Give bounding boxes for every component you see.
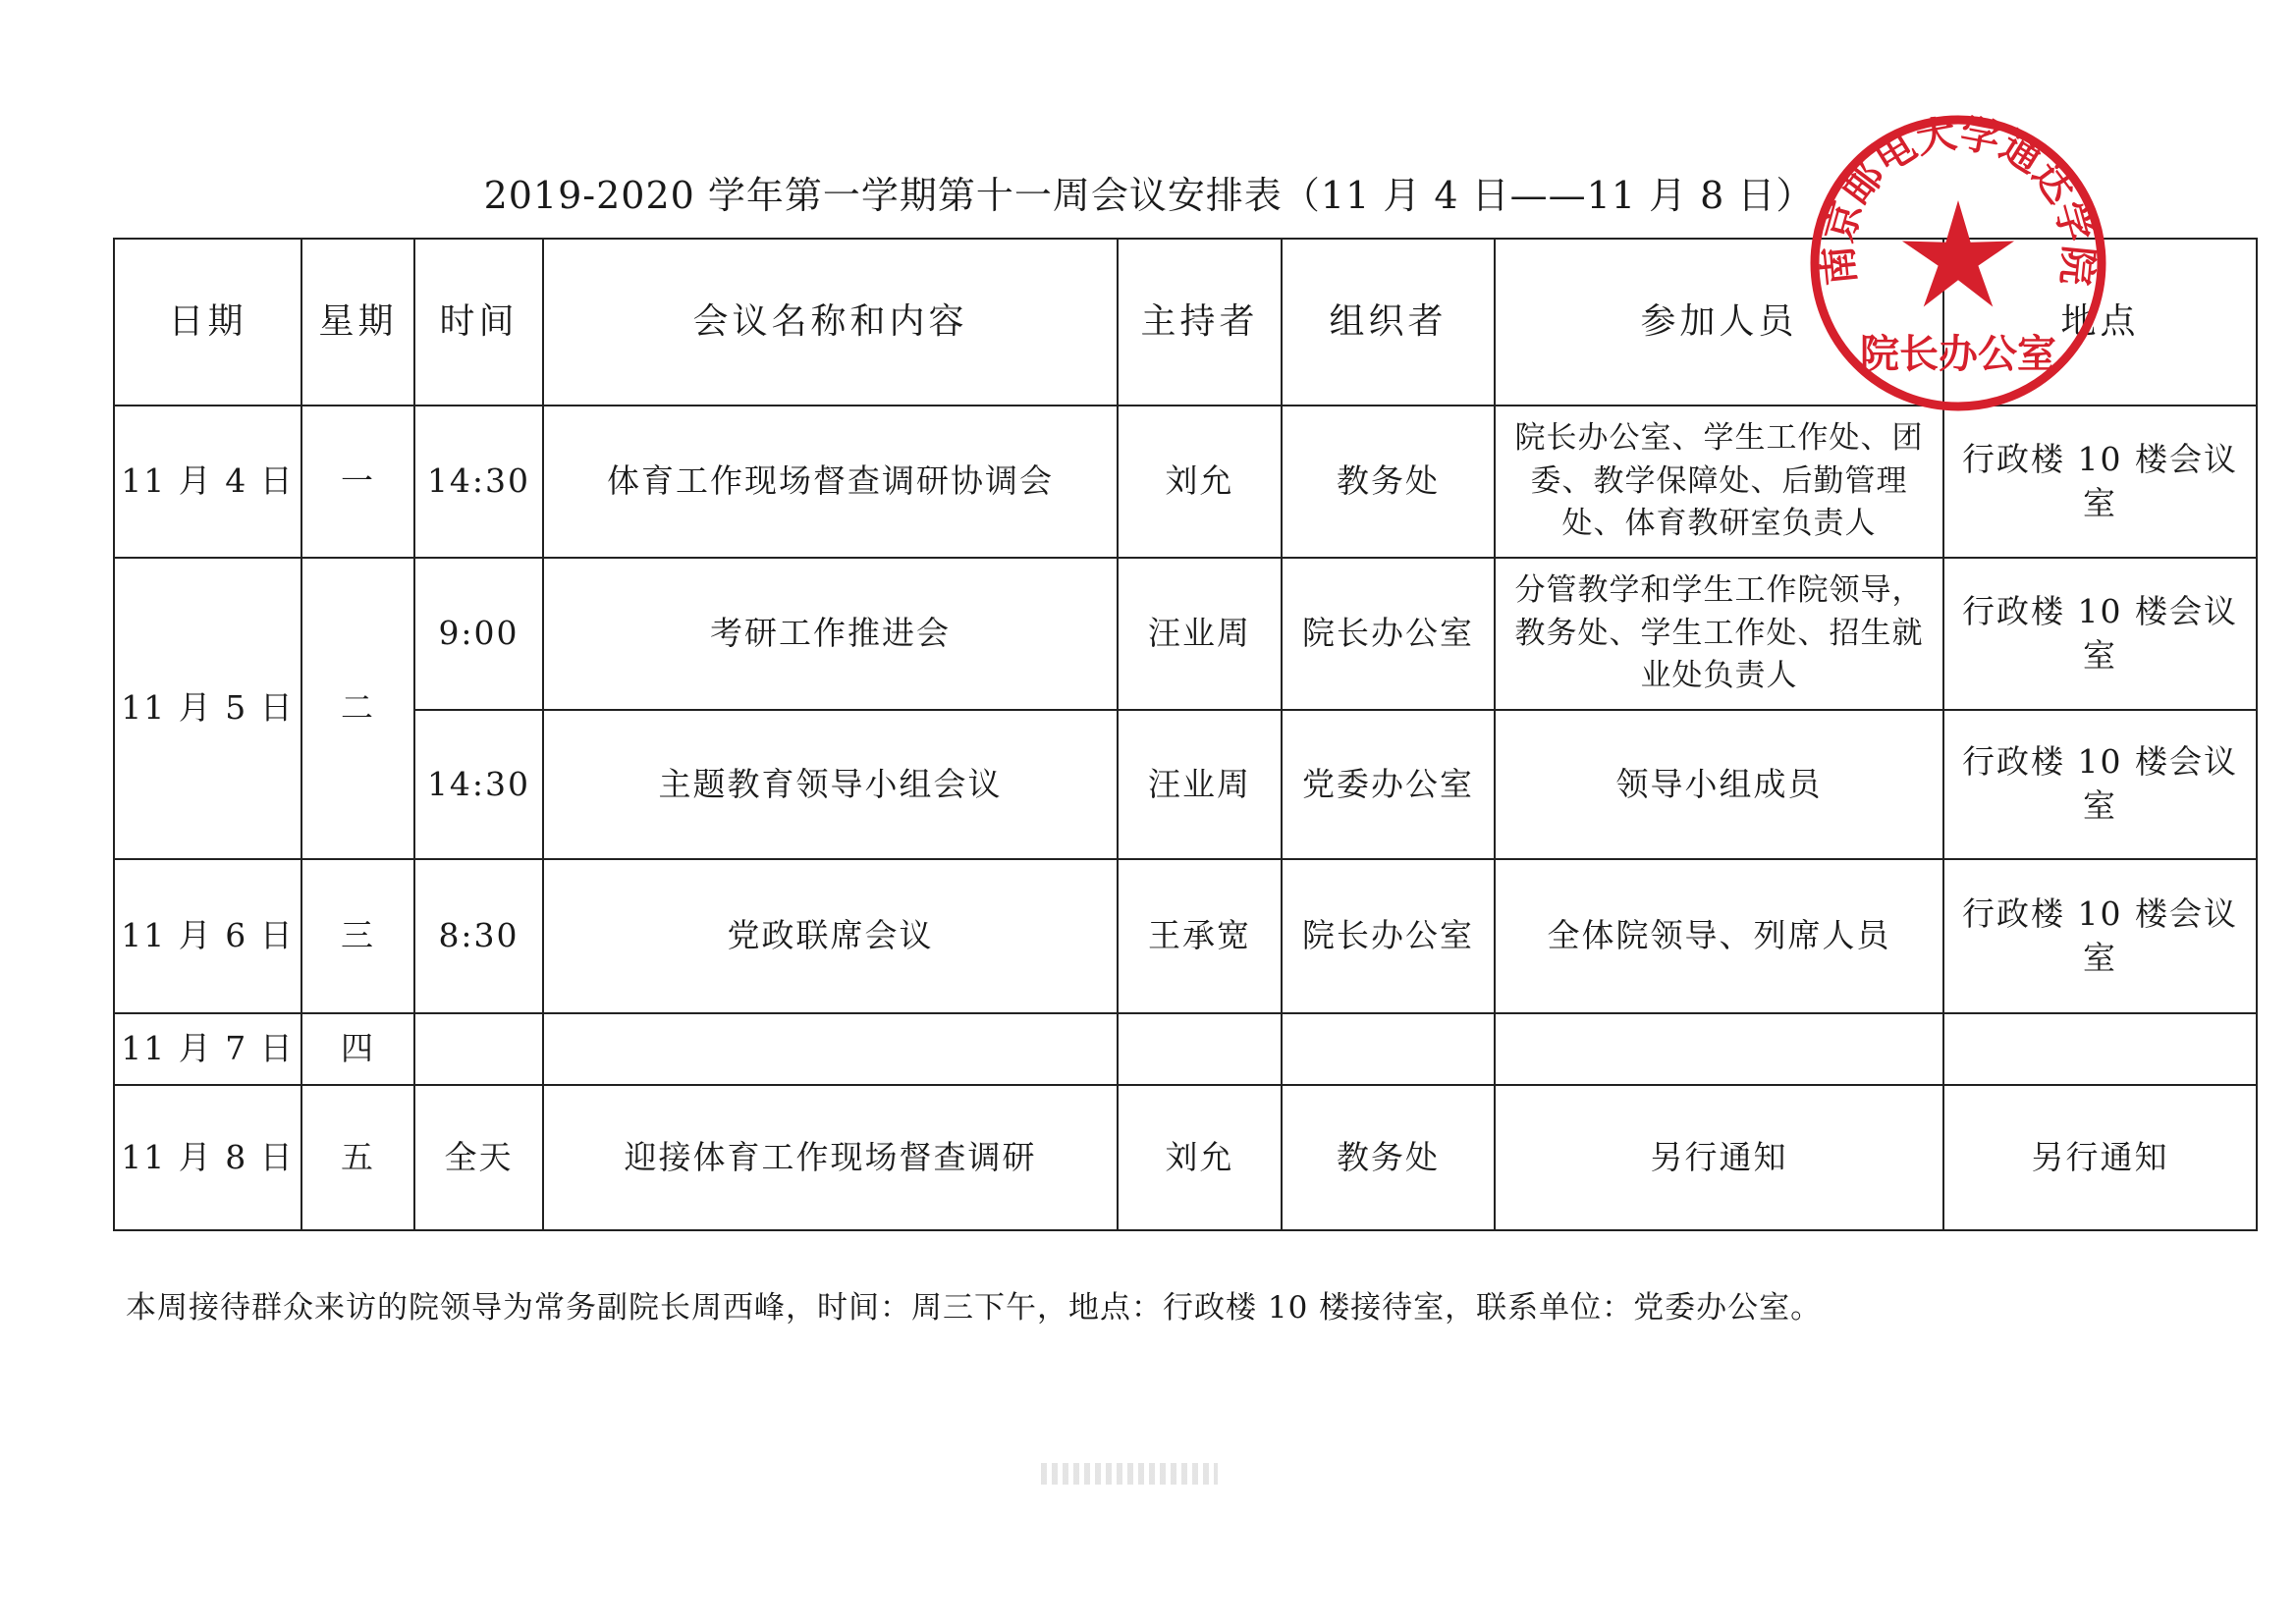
cell-weekday: 四 xyxy=(301,1013,414,1085)
cell-date: 11 月 5 日 xyxy=(114,558,301,859)
cell-host: 汪业周 xyxy=(1118,558,1282,710)
cell-time: 全天 xyxy=(414,1085,543,1230)
cell-time: 9:00 xyxy=(414,558,543,710)
cell-location: 另行通知 xyxy=(1943,1085,2257,1230)
table-row xyxy=(114,1085,2257,1230)
cell-time: 14:30 xyxy=(414,406,543,558)
table-row xyxy=(114,558,2257,710)
cell-time: 8:30 xyxy=(414,859,543,1013)
cell-organizer: 教务处 xyxy=(1282,406,1495,558)
cell-meeting-name: 体育工作现场督查调研协调会 xyxy=(543,406,1118,558)
cell-location: 行政楼 10 楼会议室 xyxy=(1943,859,2257,1013)
cell-date: 11 月 7 日 xyxy=(114,1013,301,1085)
cell-location: 行政楼 10 楼会议室 xyxy=(1943,710,2257,859)
cell-attendees: 院长办公室、学生工作处、团委、教学保障处、后勤管理处、体育教研室负责人 xyxy=(1495,406,1943,558)
table-row xyxy=(114,859,2257,1013)
header-host: 主持者 xyxy=(1118,239,1282,406)
header-date: 日期 xyxy=(114,239,301,406)
cell-meeting-name xyxy=(543,1013,1118,1085)
cell-host: 刘允 xyxy=(1118,406,1282,558)
cell-date: 11 月 8 日 xyxy=(114,1085,301,1230)
cell-host xyxy=(1118,1013,1282,1085)
header-time: 时间 xyxy=(414,239,543,406)
cell-attendees: 另行通知 xyxy=(1495,1085,1943,1230)
cell-host: 王承宽 xyxy=(1118,859,1282,1013)
cell-weekday: 一 xyxy=(301,406,414,558)
page-title: 2019-2020 学年第一学期第十一周会议安排表（11 月 4 日——11 月 8 日） xyxy=(483,174,1815,217)
cell-meeting-name: 考研工作推进会 xyxy=(543,558,1118,710)
cell-time: 14:30 xyxy=(414,710,543,859)
cell-attendees: 全体院领导、列席人员 xyxy=(1495,859,1943,1013)
seal-ring-text-path: 南京邮电大学通达学院 xyxy=(1815,111,2102,288)
cell-organizer: 院长办公室 xyxy=(1282,859,1495,1013)
table-header-row xyxy=(114,239,2257,406)
cell-time xyxy=(414,1013,543,1085)
cell-location xyxy=(1943,1013,2257,1085)
faint-scan-mark xyxy=(1041,1463,1218,1485)
cell-attendees: 领导小组成员 xyxy=(1495,710,1943,859)
table-row xyxy=(114,710,2257,859)
table-row xyxy=(114,406,2257,558)
cell-location: 行政楼 10 楼会议室 xyxy=(1943,406,2257,558)
cell-attendees: 分管教学和学生工作院领导，教务处、学生工作处、招生就业处负责人 xyxy=(1495,558,1943,710)
cell-date: 11 月 4 日 xyxy=(114,406,301,558)
cell-organizer xyxy=(1282,1013,1495,1085)
cell-date: 11 月 6 日 xyxy=(114,859,301,1013)
cell-meeting-name: 迎接体育工作现场督查调研 xyxy=(543,1085,1118,1230)
cell-weekday: 二 xyxy=(301,558,414,859)
header-weekday: 星期 xyxy=(301,239,414,406)
cell-host: 刘允 xyxy=(1118,1085,1282,1230)
header-location: 地点 xyxy=(1943,239,2257,406)
header-meeting-name: 会议名称和内容 xyxy=(543,239,1118,406)
table-row xyxy=(114,1013,2257,1085)
meeting-schedule-table xyxy=(113,238,2258,1231)
cell-organizer: 院长办公室 xyxy=(1282,558,1495,710)
cell-attendees xyxy=(1495,1013,1943,1085)
cell-location: 行政楼 10 楼会议室 xyxy=(1943,558,2257,710)
header-attendees: 参加人员 xyxy=(1495,239,1943,406)
cell-meeting-name: 党政联席会议 xyxy=(543,859,1118,1013)
cell-organizer: 党委办公室 xyxy=(1282,710,1495,859)
seal-center-text: 院长办公室 xyxy=(1860,332,2056,377)
cell-host: 汪业周 xyxy=(1118,710,1282,859)
header-organizer: 组织者 xyxy=(1282,239,1495,406)
cell-organizer: 教务处 xyxy=(1282,1085,1495,1230)
cell-meeting-name: 主题教育领导小组会议 xyxy=(543,710,1118,859)
visitor-reception-note: 本周接待群众来访的院领导为常务副院长周西峰，时间：周三下午，地点：行政楼 10 楼接待室，联系单位：党委办公室。 xyxy=(126,1290,1823,1326)
cell-weekday: 三 xyxy=(301,859,414,1013)
cell-weekday: 五 xyxy=(301,1085,414,1230)
